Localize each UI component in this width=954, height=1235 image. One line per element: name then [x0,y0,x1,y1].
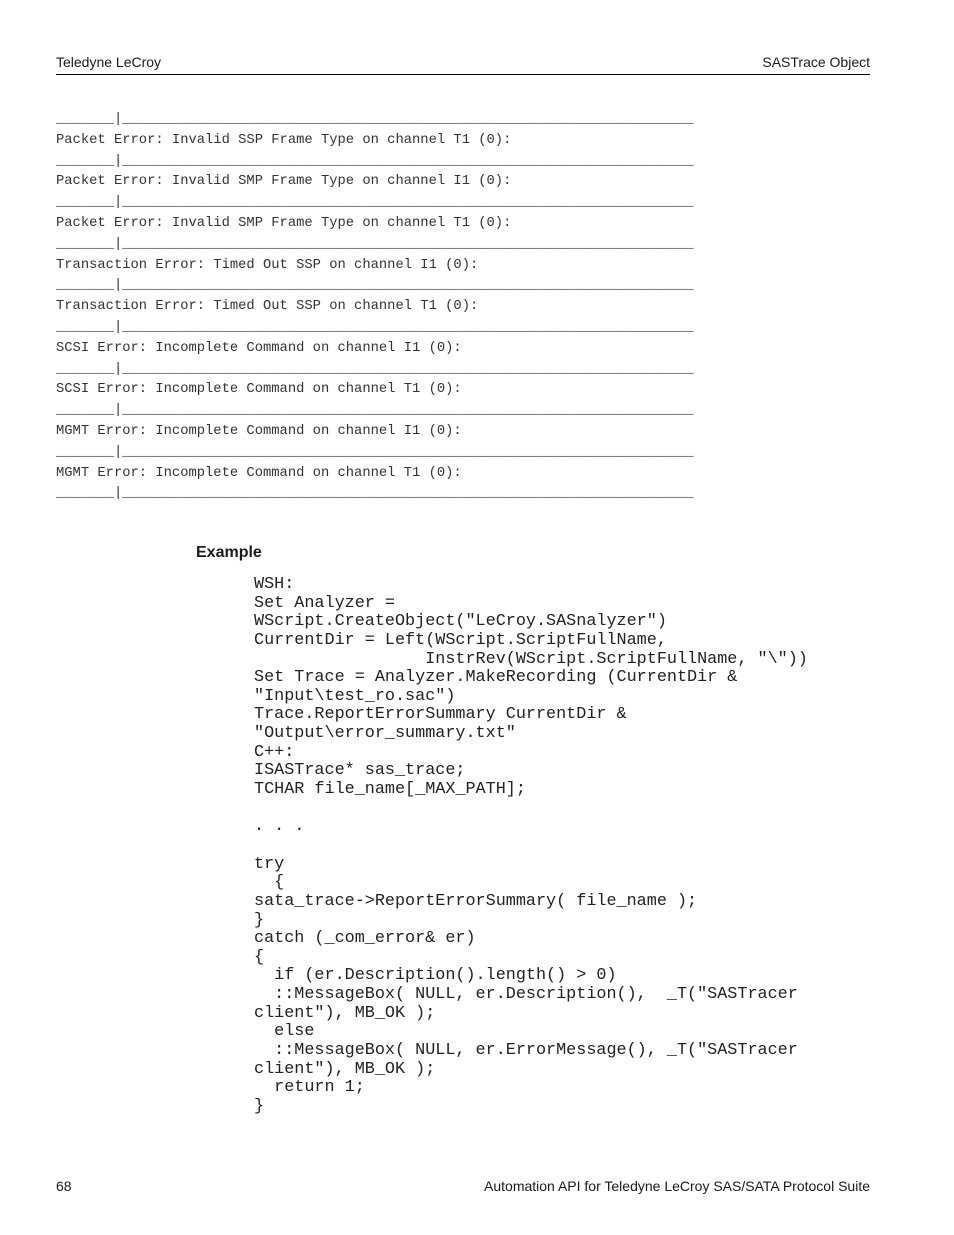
header-divider [56,74,870,75]
running-header-right: SASTrace Object [762,54,870,70]
code-line: try [254,854,285,874]
code-line: { [254,947,265,967]
code-line: { [254,873,285,893]
code-line: return 1; [254,1078,365,1098]
code-line: ::MessageBox( NULL, er.Description(), _T("SASTracer [254,985,798,1005]
log-line: Packet Error: Invalid SSP Frame Type on channel T1 (0): [56,132,512,148]
code-line: ::MessageBox( NULL, er.ErrorMessage(), _T("SASTracer [254,1041,798,1061]
log-line: Transaction Error: Timed Out SSP on channel I1 (0): [56,257,479,273]
code-line [254,837,808,856]
error-summary-output [56,110,694,505]
log-line: _______|_____________________________________________________________________ [56,195,694,211]
code-line: TCHAR file_name[_MAX_PATH]; [254,780,526,800]
log-line: _______|_____________________________________________________________________ [56,361,694,377]
code-line: Set Analyzer = [254,593,395,613]
example-code-block [254,576,808,1117]
log-line: _______|_____________________________________________________________________ [56,444,694,460]
log-line: _______|_____________________________________________________________________ [56,112,694,127]
footer-title: Automation API for Teledyne LeCroy SAS/SATA Protocol Suite [484,1178,870,1194]
code-line: catch (_com_error& er) [254,929,476,949]
code-line: ISASTrace* sas_trace; [254,761,466,781]
code-line: C++: [254,742,295,762]
log-line: _______|_____________________________________________________________________ [56,236,694,252]
code-line: } [254,910,265,930]
code-line: WSH: [254,575,295,594]
log-line: _______|_____________________________________________________________________ [56,278,694,294]
page-number: 68 [56,1178,72,1194]
log-line: Packet Error: Invalid SMP Frame Type on channel I1 (0): [56,174,512,190]
log-line: MGMT Error: Incomplete Command on channel T1 (0): [56,465,462,481]
code-line: else [254,1022,315,1042]
code-line: client"), MB_OK ); [254,1003,436,1023]
example-heading: Example [196,544,262,561]
code-line: Set Trace = Analyzer.MakeRecording (CurrentDir & [254,668,738,688]
log-line: SCSI Error: Incomplete Command on channel I1 (0): [56,340,462,356]
code-line: . . . [254,817,305,837]
log-line: Transaction Error: Timed Out SSP on channel T1 (0): [56,299,479,315]
code-line: CurrentDir = Left(WScript.ScriptFullName, [254,630,667,650]
code-line: sata_trace->ReportErrorSummary( file_name ); [254,891,698,911]
code-line: "Output\error_summary.txt" [254,724,516,744]
log-line: _______|_____________________________________________________________________ [56,153,694,169]
code-line: Trace.ReportErrorSummary CurrentDir & [254,705,627,725]
running-header-left: Teledyne LeCroy [56,54,162,70]
code-line: client"), MB_OK ); [254,1059,436,1079]
code-line: WScript.CreateObject("LeCroy.SASnalyzer") [254,612,667,632]
log-line: MGMT Error: Incomplete Command on channel I1 (0): [56,423,462,439]
log-line: Packet Error: Invalid SMP Frame Type on channel T1 (0): [56,215,512,231]
code-line: InstrRev(WScript.ScriptFullName, "\")) [254,649,808,669]
log-line: SCSI Error: Incomplete Command on channel T1 (0): [56,382,462,398]
code-line: "Input\test_ro.sac") [254,686,456,706]
code-line [254,800,808,819]
log-line: _______|_____________________________________________________________________ [56,319,694,335]
code-line: } [254,1096,265,1116]
log-line: _______|_____________________________________________________________________ [56,403,694,419]
log-line: _______|_____________________________________________________________________ [56,486,694,502]
code-line: if (er.Description().length() > 0) [254,966,617,986]
